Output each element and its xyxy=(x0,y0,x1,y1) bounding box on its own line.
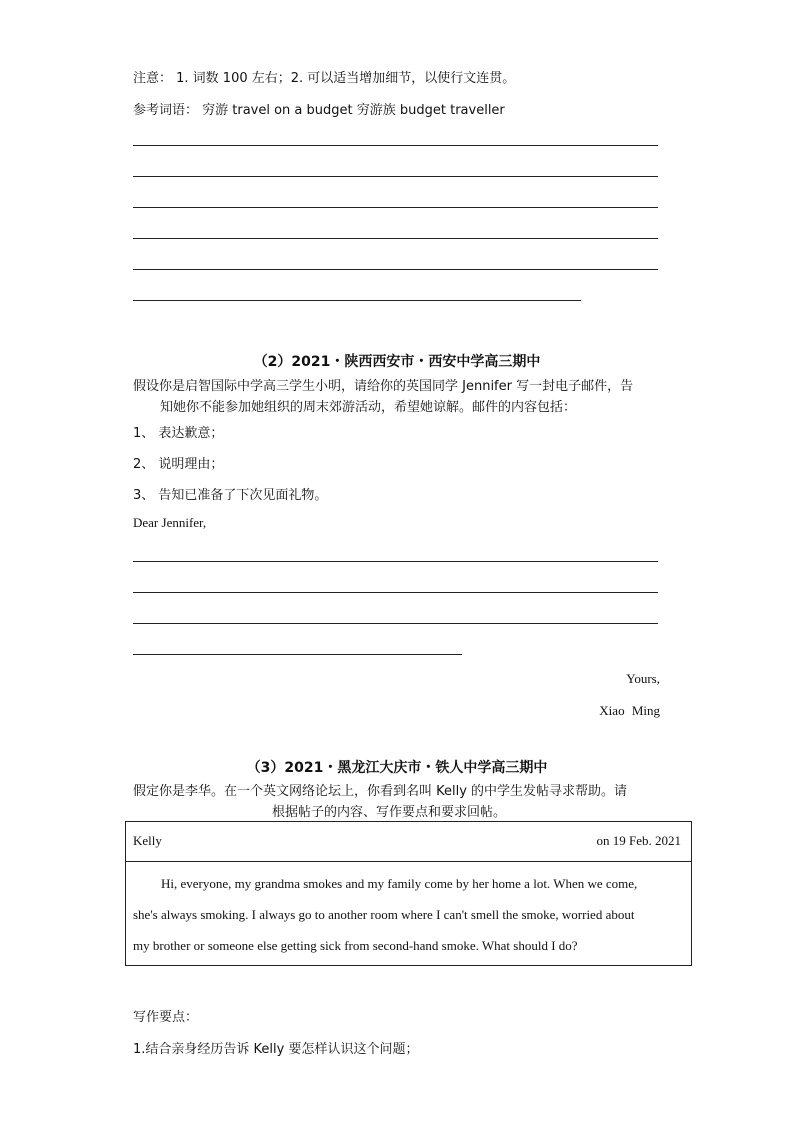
post-divider xyxy=(126,861,691,862)
post-date: on 19 Feb. 2021 xyxy=(596,833,681,848)
section3-prompt-line2: 根据帖子的内容、写作要点和要求回帖。 xyxy=(272,805,507,820)
post-author: Kelly xyxy=(133,833,162,848)
points-title: 写作要点： xyxy=(133,1010,199,1025)
answer-line xyxy=(133,561,658,562)
answer-line xyxy=(133,207,658,208)
requirement-item: 2、 说明理由； xyxy=(133,457,224,472)
answer-line xyxy=(133,654,462,655)
answer-line xyxy=(133,269,658,270)
post-body-line: my brother or someone else getting sick from second-hand smoke. What should I do? xyxy=(133,938,578,953)
note-text: 注意： 1. 词数 100 左右；2. 可以适当增加细节，以使行文连贯。 xyxy=(133,71,516,86)
section2-prompt-line2: 知她你不能参加她组织的周末郊游活动，希望她谅解。邮件的内容包括： xyxy=(160,400,577,415)
requirement-item: 3、 告知已准备了下次见面礼物。 xyxy=(133,488,328,503)
answer-line xyxy=(133,300,581,301)
answer-line xyxy=(133,592,658,593)
answer-line xyxy=(133,238,658,239)
section3-prompt-line1: 假定你是李华。在一个英文网络论坛上，你看到名叫 Kelly 的中学生发帖寻求帮助。请 xyxy=(133,784,628,799)
letter-greeting: Dear Jennifer, xyxy=(133,515,207,530)
writing-point: 1.结合亲身经历告诉 Kelly 要怎样认识这个问题； xyxy=(133,1042,419,1057)
post-body-line: she's always smoking. I always go to another room where I can't smell the smoke, worried about xyxy=(133,907,635,922)
answer-line xyxy=(133,145,658,146)
letter-signature: Xiao Ming xyxy=(599,703,660,718)
forum-post xyxy=(125,821,692,966)
answer-line xyxy=(133,623,658,624)
section2-prompt-line1: 假设你是启智国际中学高三学生小明，请给你的英国同学 Jennifer 写一封电子邮件，告 xyxy=(133,379,634,394)
section3-heading: （3）2021・黑龙江大庆市・铁人中学高三期中 xyxy=(246,760,548,776)
letter-closing: Yours, xyxy=(626,671,660,686)
post-body-line: Hi, everyone, my grandma smokes and my family come by her home a lot. When we come, xyxy=(161,876,638,891)
section2-heading: （2）2021・陕西西安市・西安中学高三期中 xyxy=(253,354,541,370)
requirement-item: 1、 表达歉意； xyxy=(133,426,224,441)
vocab-text: 参考词语： 穷游 travel on a budget 穷游族 budget traveller xyxy=(133,103,505,118)
answer-line xyxy=(133,176,658,177)
